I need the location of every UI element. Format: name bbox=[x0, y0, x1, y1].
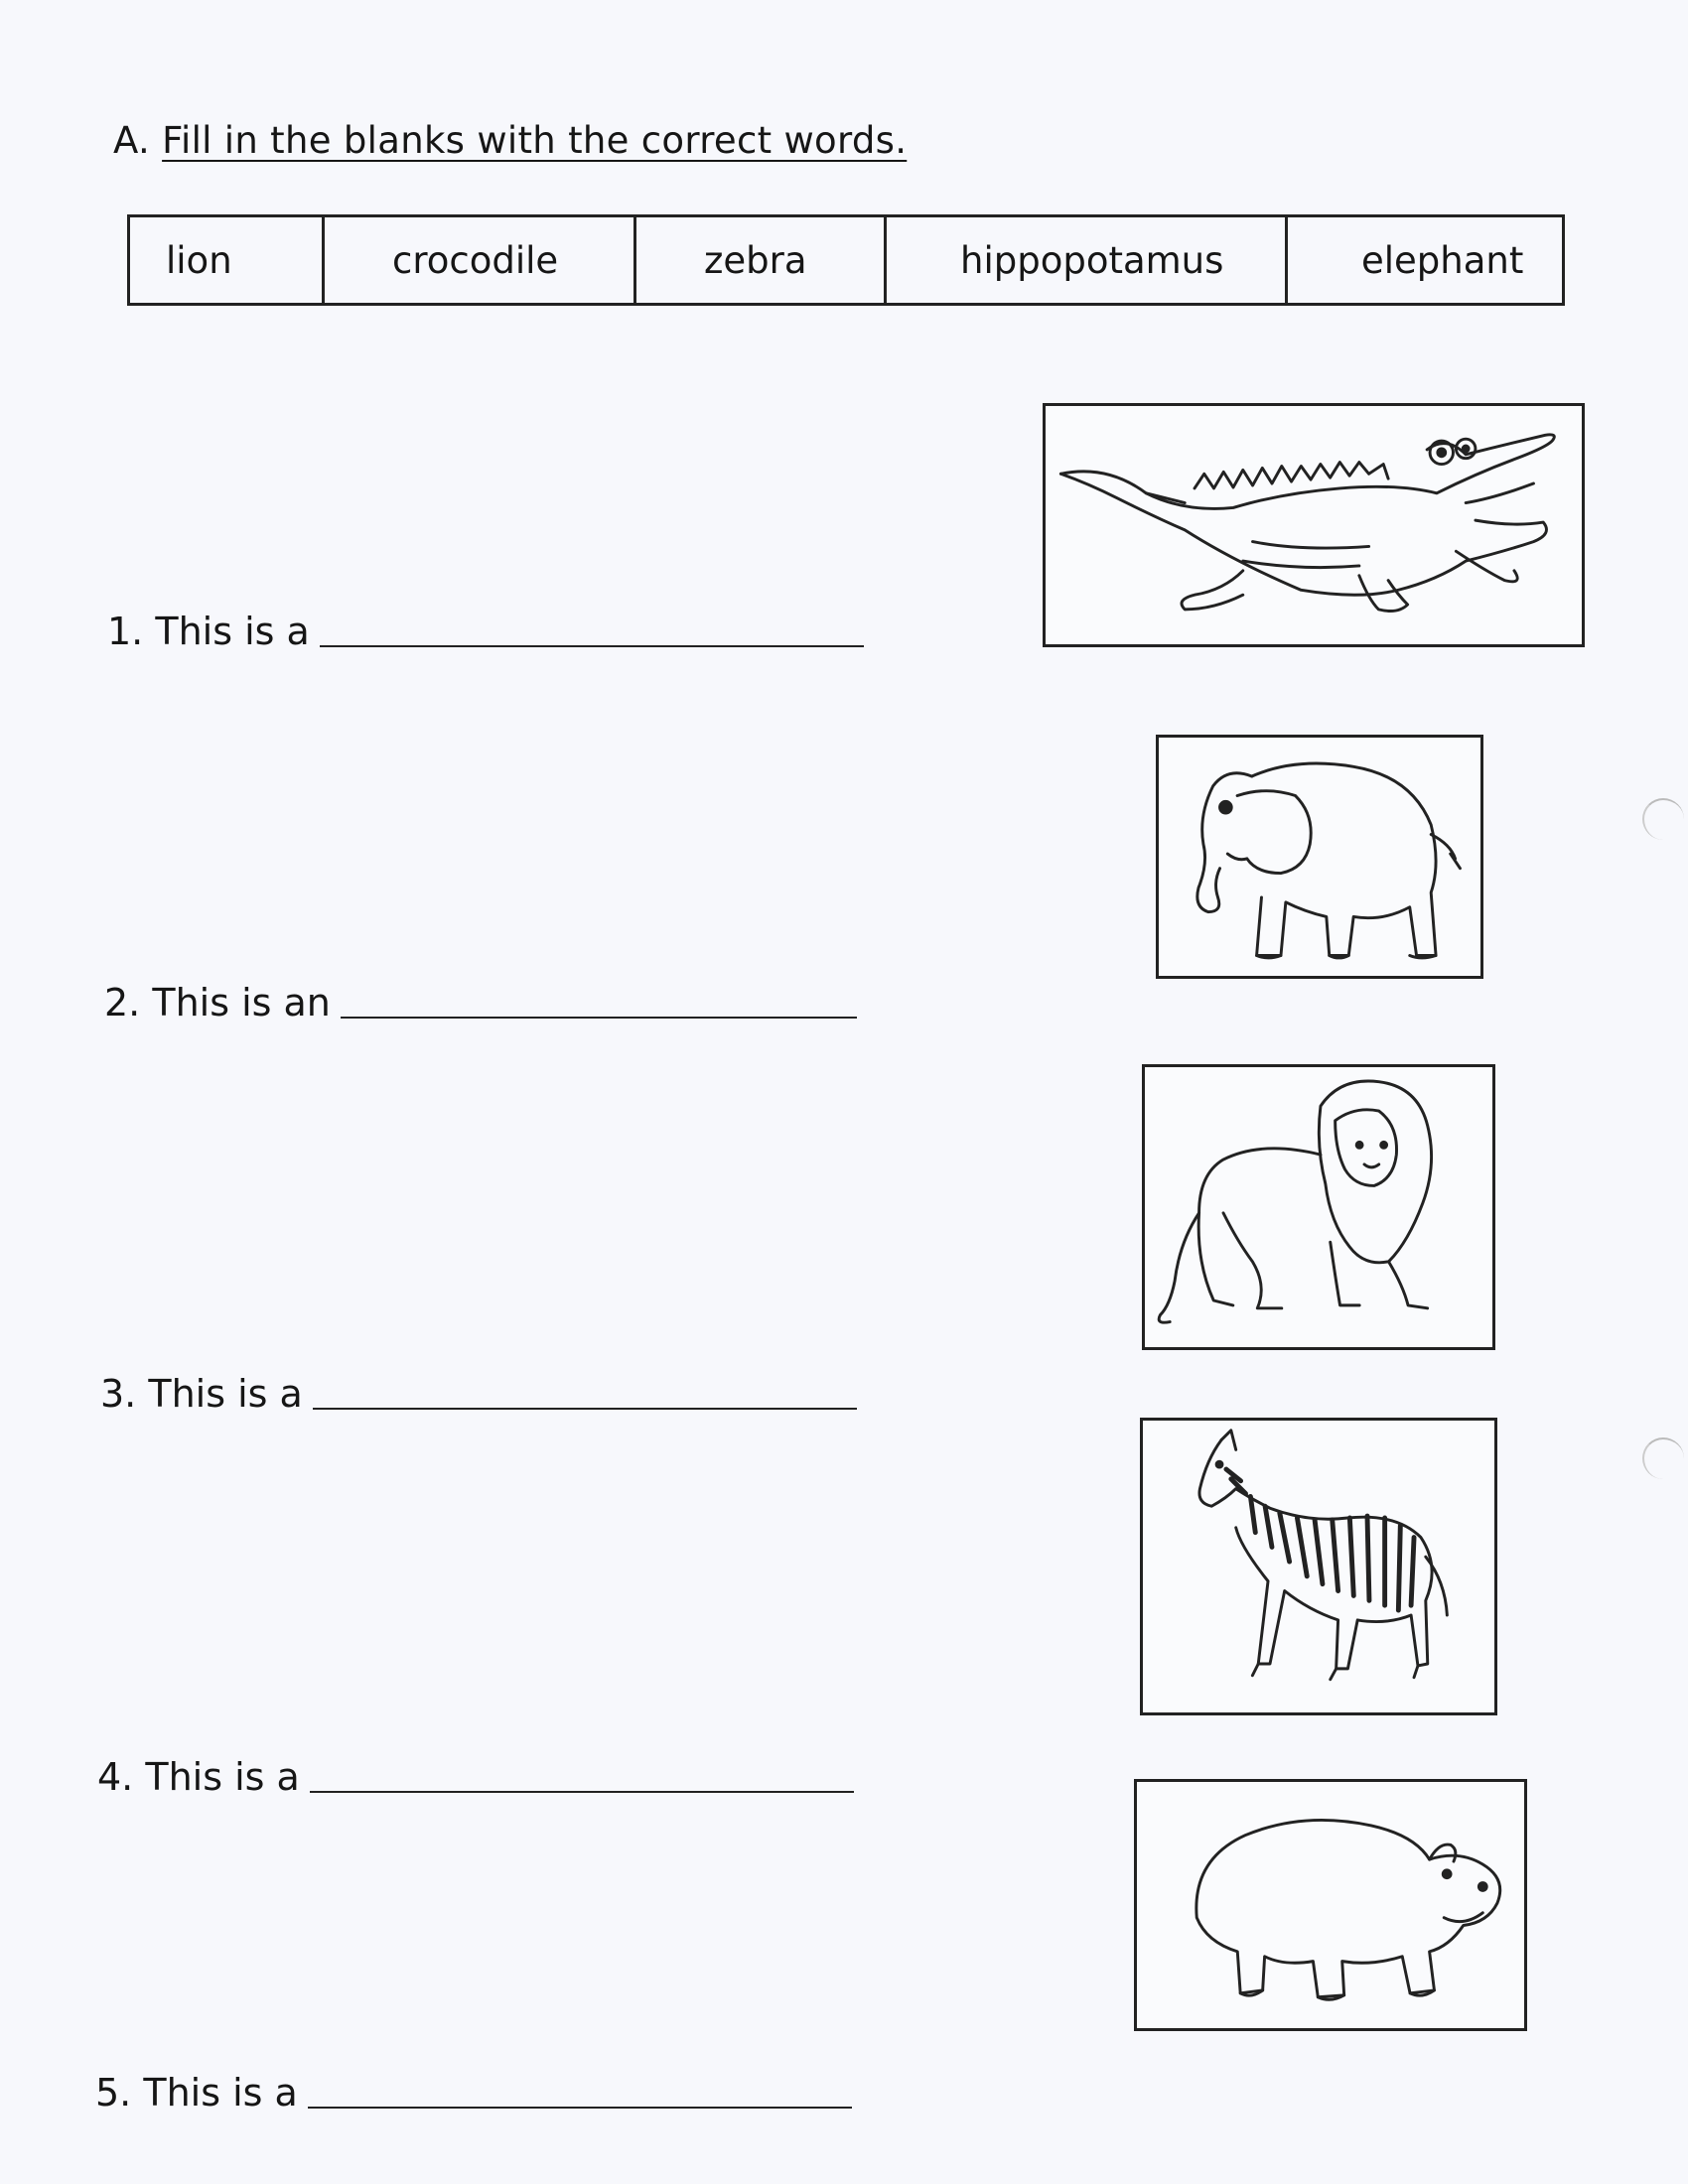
elephant-icon bbox=[1159, 738, 1480, 976]
question-prompt: This is a bbox=[155, 610, 310, 653]
question-prompt: This is an bbox=[152, 981, 331, 1024]
section-heading bbox=[113, 119, 907, 162]
question-number: 3. bbox=[100, 1372, 137, 1416]
zebra-picture-frame bbox=[1140, 1418, 1497, 1715]
question-prompt: This is a bbox=[145, 1755, 300, 1799]
crocodile-picture-frame bbox=[1043, 403, 1585, 647]
answer-blank[interactable] bbox=[308, 2107, 852, 2109]
word-bank-item: lion bbox=[130, 217, 325, 303]
elephant-picture-frame bbox=[1156, 735, 1483, 979]
answer-blank[interactable] bbox=[310, 1791, 854, 1793]
answer-blank[interactable] bbox=[320, 645, 864, 647]
binder-hole bbox=[1642, 1437, 1684, 1479]
question-number: 4. bbox=[97, 1755, 134, 1799]
question-number: 5. bbox=[95, 2071, 132, 2115]
word-bank-item: crocodile bbox=[325, 217, 636, 303]
question-1 bbox=[107, 610, 864, 653]
answer-blank[interactable] bbox=[313, 1408, 857, 1410]
zebra-icon bbox=[1143, 1421, 1494, 1712]
answer-blank[interactable] bbox=[341, 1017, 857, 1019]
word-bank-item: zebra bbox=[636, 217, 887, 303]
question-prompt: This is a bbox=[148, 1372, 303, 1416]
question-3 bbox=[100, 1372, 857, 1416]
word-bank-item: hippopotamus bbox=[887, 217, 1288, 303]
binder-hole bbox=[1642, 798, 1684, 840]
question-4 bbox=[97, 1755, 854, 1799]
word-bank bbox=[127, 214, 1565, 306]
question-5 bbox=[95, 2071, 852, 2115]
hippopotamus-icon bbox=[1137, 1782, 1524, 2028]
question-number: 2. bbox=[104, 981, 141, 1024]
question-2 bbox=[104, 981, 857, 1024]
lion-icon bbox=[1145, 1067, 1492, 1347]
word-bank-item: elephant bbox=[1361, 238, 1524, 282]
crocodile-icon bbox=[1046, 406, 1582, 644]
hippopotamus-picture-frame bbox=[1134, 1779, 1527, 2031]
lion-picture-frame bbox=[1142, 1064, 1495, 1350]
question-number: 1. bbox=[107, 610, 144, 653]
question-prompt: This is a bbox=[143, 2071, 298, 2115]
section-letter: A. bbox=[113, 119, 151, 162]
instruction-text: Fill in the blanks with the correct words. bbox=[162, 119, 908, 162]
